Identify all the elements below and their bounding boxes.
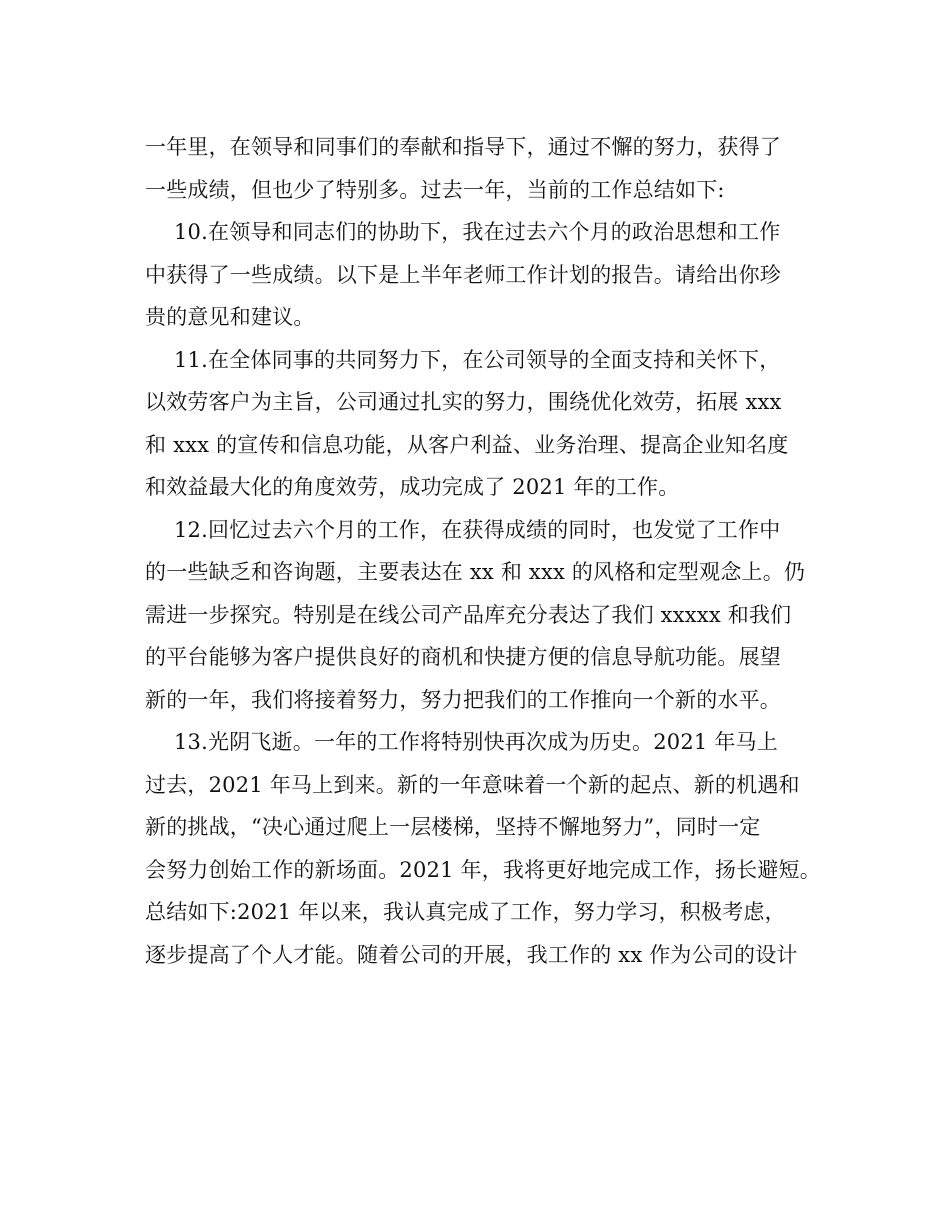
text-line: 一年里，在领导和同事们的奉献和指导下，通过不懈的努力，获得了 xyxy=(145,135,781,159)
text-line: 新的挑战，“决心通过爬上一层楼梯，坚持不懈地努力”，同时一定 xyxy=(145,815,761,839)
paragraph-11-start: 11.在全体同事的共同努力下，在公司领导的全面支持和关怀下， xyxy=(174,347,781,372)
text-line: 和效益最大化的角度效劳，成功完成了 2021 年的工作。 xyxy=(145,475,680,499)
text-line: 需进一步探究。特别是在线公司产品库充分表达了我们 xxxxx 和我们 xyxy=(145,602,792,627)
text-line: 新的一年，我们将接着努力，努力把我们的工作推向一个新的水平。 xyxy=(145,687,781,712)
text-line: 一些成绩，但也少了特别多。过去一年，当前的工作总结如下: xyxy=(145,177,725,202)
paragraph-13-start: 13.光阴飞逝。一年的工作将特别快再次成为历史。2021 年马上 xyxy=(174,730,778,754)
paragraph-10-start: 10.在领导和同志们的协助下，我在过去六个月的政治思想和工作 xyxy=(174,220,781,244)
text-line: 的平台能够为客户提供良好的商机和快捷方便的信息导航功能。展望 xyxy=(145,645,781,669)
text-line: 和 xxx 的宣传和信息功能，从客户利益、业务治理、提高企业知名度 xyxy=(145,432,789,457)
text-line: 中获得了一些成绩。以下是上半年老师工作计划的报告。请给出你珍 xyxy=(145,262,781,287)
text-line: 过去，2021 年马上到来。新的一年意味着一个新的起点、新的机遇和 xyxy=(145,772,800,797)
text-line: 以效劳客户为主旨，公司通过扎实的努力，围绕优化效劳，拓展 xxx xyxy=(145,390,782,414)
text-line: 总结如下:2021 年以来，我认真完成了工作，努力学习，积极考虑， xyxy=(145,900,786,924)
document-body xyxy=(145,126,825,976)
text-line: 的一些缺乏和咨询题，主要表达在 xx 和 xxx 的风格和定型观念上。仍 xyxy=(145,560,806,584)
paragraph-12-start: 12.回忆过去六个月的工作，在获得成绩的同时，也发觉了工作中 xyxy=(174,517,781,542)
text-line: 贵的意见和建议。 xyxy=(145,305,315,329)
text-line: 会努力创始工作的新场面。2021 年，我将更好地完成工作，扬长避短。 xyxy=(145,857,821,882)
text-line: 逐步提高了个人才能。随着公司的开展，我工作的 xx 作为公司的设计 xyxy=(145,942,798,967)
